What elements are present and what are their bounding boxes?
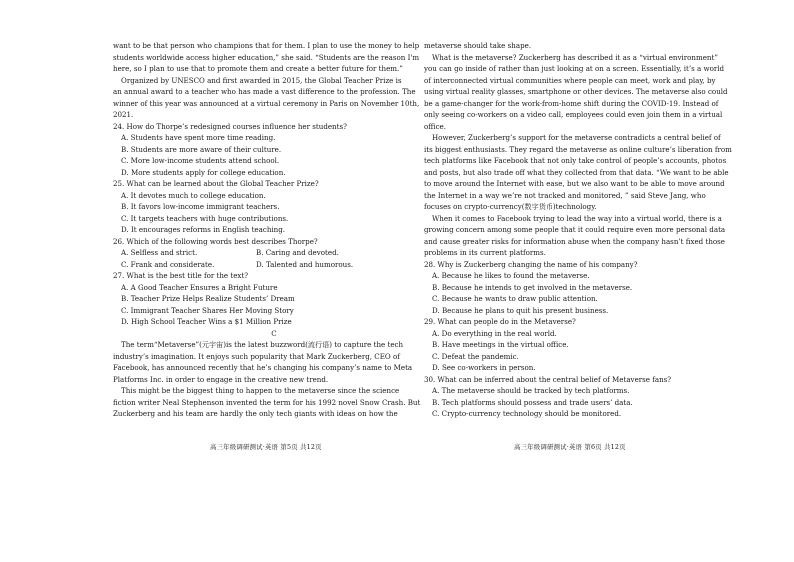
text-line: metaverse should take shape. [424,41,532,50]
answer-option: D. Because he plans to quit his present business. [432,305,609,315]
question-stem: 26. Which of the following words best describes Thorpe? [113,236,318,246]
answer-option: B. Teacher Prize Helps Realize Students’ Dream [121,294,295,303]
text-line: fiction writer Neal Stephenson invented the term for his 1992 novel Snow Crash. But [113,397,421,407]
text-line: be a game-changer for the work-from-home shift during the COVID-19. Instead of [424,98,719,108]
answer-option: C. More low-income students attend school. [121,156,280,165]
question-stem: 27. What is the best title for the text? [113,271,249,280]
answer-option: A. A Good Teacher Ensures a Bright Future [121,282,278,292]
page-5-column [113,40,435,420]
passage-c-continued [424,40,745,259]
text-line: Organized by UNESCO and first awarded in 2015, the Global Teacher Prize is [121,75,402,85]
text-line: its biggest enthusiasts. They regard the metaverse as online culture’s liberation from [424,144,732,154]
text-line: winner of this year was announced at a virtual ceremony in Paris on November 10th, [113,98,420,108]
answer-option: C. Defeat the pandemic. [432,351,519,361]
text-line: using virtual reality glasses, smartphone or other devices. The metaverse also could [424,87,728,96]
question-30 [424,374,745,420]
answer-option: B. Because he intends to get involved in the metaverse. [432,282,633,292]
answer-option: B. Caring and devoted. [256,248,339,257]
text-line: Facebook, has announced recently that he’s changing his company’s name to Meta [113,363,413,372]
page-footer: 高三年级调研测试·英语 第5页 共12页 [210,443,322,451]
text-line: to move around the Internet with ease, but we also want to be able to move around [424,179,725,188]
answer-option: B. Tech platforms should possess and trade users’ data. [432,397,633,407]
answer-option-row [113,259,435,271]
answer-option: A. Selfless and strict. [121,248,198,257]
answer-option: C. Because he wants to draw public attention. [432,294,598,303]
question-26 [113,236,435,271]
answer-option: B. Have meetings in the virtual office. [432,340,569,349]
answer-option: C. Immigrant Teacher Shares Her Moving Story [121,305,294,315]
text-line: and cause greater risks for information abuse when the company hasn’t fixed those [424,236,726,246]
question-27 [113,270,435,328]
text-line: Zuckerberg and his team are hardly the only tech giants with ideas on how the [113,409,398,418]
text-line: This might be the biggest thing to happen to the metaverse since the science [121,386,400,395]
text-line: an annual award to a teacher who has made a vast difference to the profession. The [113,87,416,96]
text-line: Platforms Inc. in order to engage in the creative new trend. [113,374,329,384]
text-line: problems in its current platforms. [424,248,546,257]
answer-option: A. Students have spent more time reading. [121,133,276,142]
answer-option: C. Frank and considerate. [121,259,215,269]
text-line: The term“Metaverse”(元宇宙)is the latest buzzword(流行语) to capture the tech [121,340,404,349]
answer-option: A. The metaverse should be tracked by tech platforms. [432,386,630,395]
question-stem: 28. Why is Zuckerberg changing the name of his company? [424,259,638,269]
question-stem: 30. What can be inferred about the central belief of Metaverse fans? [424,374,672,384]
answer-option: D. More students apply for college education. [121,167,286,177]
answer-option: D. Talented and humorous. [256,259,354,269]
passage-b-ending [113,40,435,121]
text-line: students worldwide access higher education,” she said. “Students are the reason I'm [113,52,420,62]
text-line: you can go inside of rather than just looking at on a screen. Essentially, it’s a world [424,64,725,73]
question-29 [424,316,745,374]
answer-option: A. It devotes much to college education. [121,190,266,200]
text-line: the Internet in a way we’re not tracked and monitored, ” said Steve Jang, who [424,190,706,200]
section-heading: C [271,328,277,338]
question-28 [424,259,745,317]
question-stem: 24. How do Thorpe’s redesigned courses influence her students? [113,121,347,131]
answer-option: D. It encourages reforms in English teaching. [121,225,286,234]
text-line: of interconnected virtual communities where people can meet, work and play, by [424,75,716,85]
question-24 [113,121,435,179]
text-line: here, so I plan to use that to promote them and create a better future for them.” [113,64,403,73]
text-line: 2021. [113,110,134,119]
answer-option: B. Students are more aware of their culture. [121,144,282,154]
answer-option: A. Do everything in the real world. [432,328,557,338]
page-footer: 高三年级调研测试·英语 第6页 共12页 [514,443,626,451]
answer-option: C. It targets teachers with huge contributions. [121,213,289,223]
text-line: and posts, but also trade off what they collected from that data. “We want to be able [424,167,729,177]
text-line: only seeing co-workers on a video call, employees could even join them in a virtual [424,110,723,119]
answer-option-row [113,247,435,259]
answer-option: C. Crypto-currency technology should be monitored. [432,409,622,418]
answer-option: B. It favors low-income immigrant teachers. [121,202,280,211]
text-line: industry’s imagination. It enjoys such popularity that Mark Zuckerberg, CEO of [113,351,400,361]
passage-c [113,339,435,420]
question-stem: 29. What can people do in the Metaverse? [424,317,576,326]
text-line: office. [424,121,447,131]
text-line: tech platforms like Facebook that not only take control of people’s accounts, photos [424,156,727,165]
text-line: When it comes to Facebook trying to lead the way into a virtual world, there is a [432,213,722,223]
answer-option: A. Because he likes to found the metaverse. [432,271,590,280]
text-line: What is the metaverse? Zuckerberg has described it as a “virtual environment” [432,52,718,62]
question-stem: 25. What can be learned about the Global Teacher Prize? [113,179,319,188]
text-line: However, Zuckerberg’s support for the metaverse contradicts a central belief of [432,133,721,142]
answer-option: D. High School Teacher Wins a $1 Million Prize [121,317,292,326]
answer-option: D. See co-workers in person. [432,363,536,372]
text-line: growing concern among some people that it could require even more personal data [424,225,726,234]
question-25 [113,178,435,236]
text-line: want to be that person who champions that for them. I plan to use the money to help [113,41,420,50]
text-line: focuses on crypto-currency(数字货币)technology. [424,202,597,211]
page-6-column [424,40,745,420]
